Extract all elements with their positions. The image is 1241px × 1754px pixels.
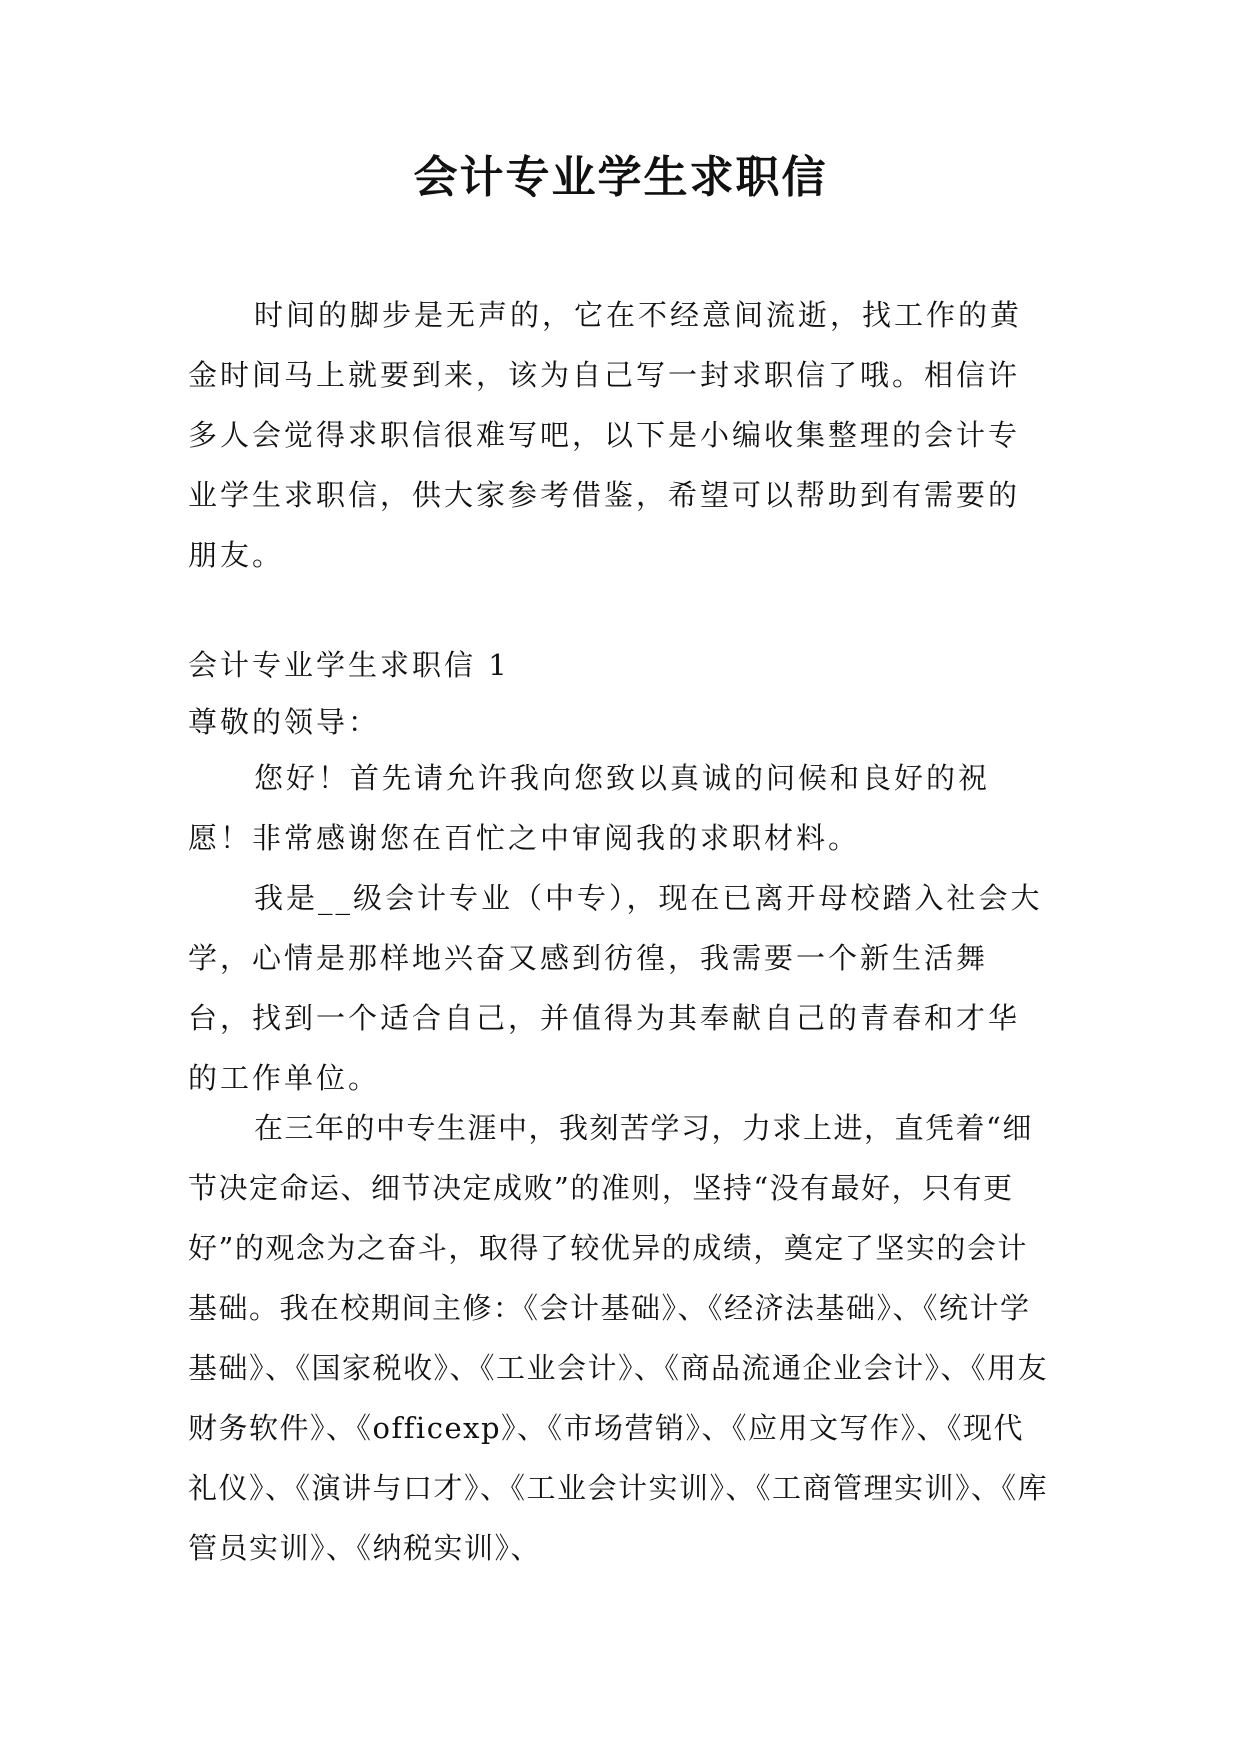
salutation: 尊敬的领导： xyxy=(188,705,381,739)
paragraph-greeting: 您好！首先请允许我向您致以真诚的问候和良好的祝愿！非常感谢您在百忙之中审阅我的求职材料。 xyxy=(188,761,991,855)
intro-paragraph: 时间的脚步是无声的，它在不经意间流逝，找工作的黄金时间马上就要到来，该为自己写一封求职信了哦。相信许多人会觉得求职信很难写吧，以下是小编收集整理的会计专业学生求职信，供大家参考借鉴，希望可以帮助到有需要的朋友。 xyxy=(188,298,1023,572)
document-title: 会计专业学生求职信 xyxy=(413,152,828,203)
paragraph-self-introduction: 我是__级会计专业（中专），现在已离开母校踏入社会大学，心情是那样地兴奋又感到彷徨，我需要一个新生活舞台，找到一个适合自己，并值得为其奉献自己的青春和才华的工作单位。 xyxy=(188,881,1043,1095)
letter-heading: 会计专业学生求职信 1 xyxy=(188,648,510,682)
paragraph-studies: 在三年的中专生涯中，我刻苦学习，力求上进，直凭着“细节决定命运、细节决定成败”的准则，坚持“没有最好，只有更好”的观念为之奋斗，取得了较优异的成绩，奠定了坚实的会计基础。我在校期间主修：《会计基础》、《经济法基础》、《统计学基础》、《国家税收》、《工业会计》、《商品流通企业会计》、《用友财务软件》、《officexp》、《市场营销》、《应用文写作》、《现代礼仪》、《演讲与口才》、《工业会计实训》、《工商管理实训》、《库管员实训》、《纳税实训》、 xyxy=(188,1111,1049,1565)
